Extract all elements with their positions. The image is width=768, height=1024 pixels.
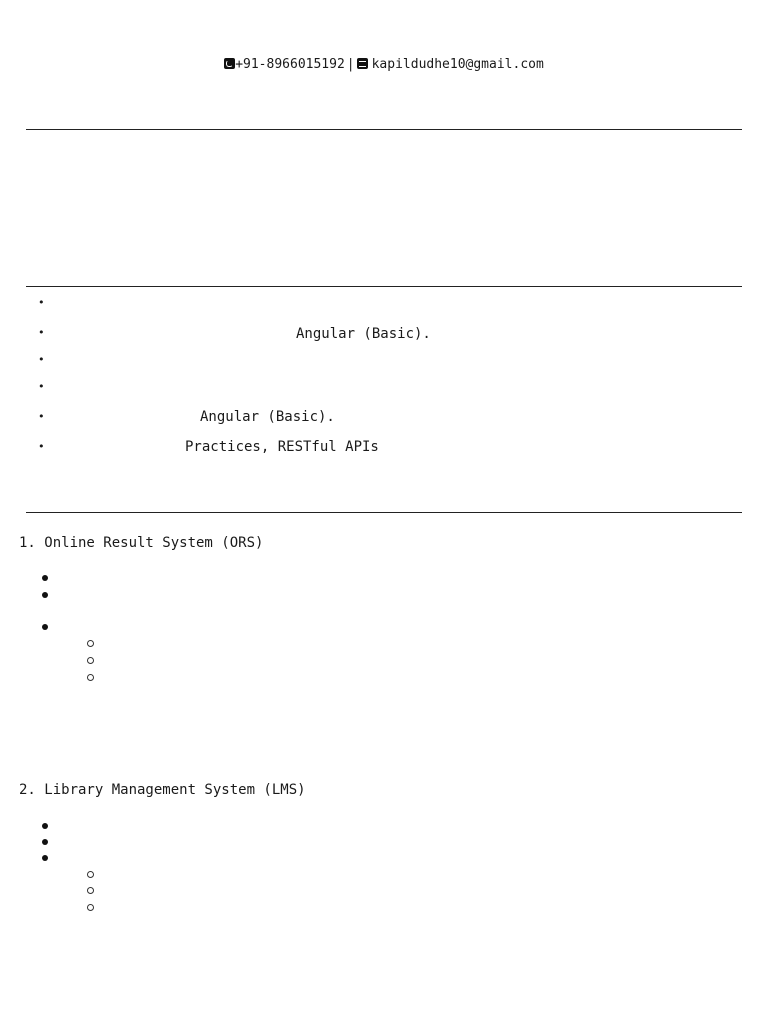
- contact-separator: |: [346, 57, 355, 72]
- skill-bullet: •: [38, 440, 45, 453]
- sub-bullet: [87, 871, 94, 878]
- project-bullet: [42, 624, 48, 630]
- phone-number[interactable]: +91-8966015192: [235, 57, 345, 72]
- sub-bullet: [87, 674, 94, 681]
- project-bullet: [42, 575, 48, 581]
- skill-bullet: •: [38, 410, 45, 423]
- skill-bullet: •: [38, 326, 45, 339]
- project-title: 2. Library Management System (LMS): [19, 782, 306, 798]
- project-bullet: [42, 839, 48, 845]
- skill-text: Angular (Basic).: [296, 326, 431, 342]
- project-bullet: [42, 823, 48, 829]
- phone-icon: [224, 58, 235, 69]
- project-title: 1. Online Result System (ORS): [19, 535, 264, 551]
- mail-icon: [357, 58, 368, 69]
- sub-bullet: [87, 640, 94, 647]
- sub-bullet: [87, 887, 94, 894]
- sub-bullet: [87, 904, 94, 911]
- project-bullet: [42, 592, 48, 598]
- skill-bullet: •: [38, 380, 45, 393]
- section-divider: [26, 512, 742, 513]
- contact-line: [0, 56, 768, 74]
- skill-bullet: •: [38, 353, 45, 366]
- sub-bullet: [87, 657, 94, 664]
- skill-text: Angular (Basic).: [200, 409, 335, 425]
- section-divider: [26, 129, 742, 130]
- project-bullet: [42, 855, 48, 861]
- skill-text: Practices, RESTful APIs: [185, 439, 379, 455]
- skill-bullet: •: [38, 296, 45, 309]
- email-address[interactable]: kapildudhe10@gmail.com: [371, 57, 544, 72]
- section-divider: [26, 286, 742, 287]
